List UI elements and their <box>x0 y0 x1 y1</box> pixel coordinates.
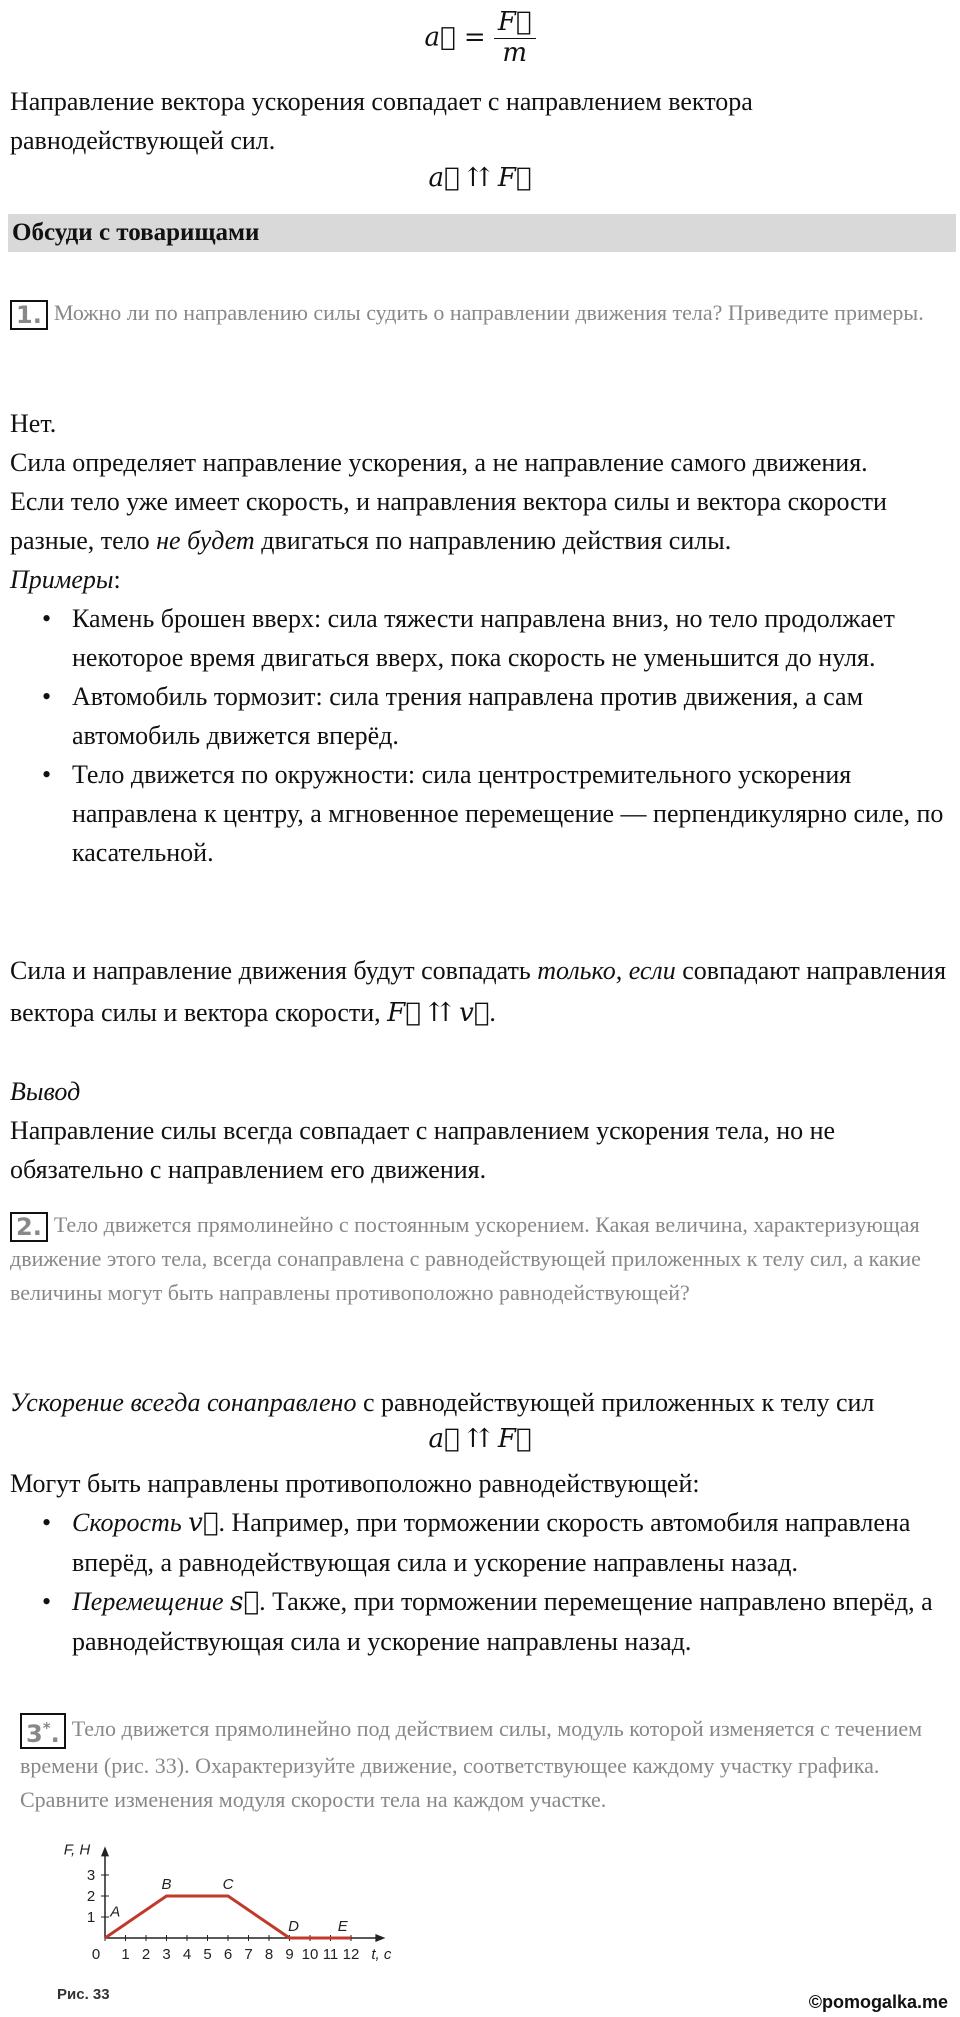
question-star: * <box>42 1718 51 1737</box>
coincide-italic: только, если <box>537 956 676 985</box>
opposite-section <box>10 1464 950 1661</box>
point-label: C <box>222 1876 234 1893</box>
formula-codirected: a⃗ ⇈ F⃗ <box>428 163 532 193</box>
question-dot: . <box>50 1719 60 1748</box>
y-axis-arrow <box>101 1846 109 1856</box>
point-label: B <box>161 1876 172 1893</box>
conclusion-text: Направление силы всегда совпадает с направлением ускорения тела, но не обязательно с направлением его движения. <box>10 1116 836 1184</box>
x-axis-arrow <box>375 1934 385 1942</box>
formula-lhs: a⃗ = <box>424 22 486 53</box>
item-vector: v⃗ <box>188 1508 219 1538</box>
y-tick-label: 1 <box>86 1909 96 1926</box>
question-number-digit: 3 <box>26 1719 43 1748</box>
list-item <box>10 1503 950 1582</box>
x-tick-label: 6 <box>223 1946 233 1963</box>
series-line <box>105 1896 351 1938</box>
y-tick-label: 2 <box>86 1888 96 1905</box>
item-rest: . Например, при торможении скорость автомобиля направлена вперёд, а равнодействующая сила и ускорение направлены назад. <box>72 1508 911 1577</box>
section-title: Обсуди с товарищами <box>8 214 956 252</box>
list-item <box>10 1582 950 1661</box>
opposite-list <box>10 1503 950 1661</box>
x-tick-label: 2 <box>141 1946 151 1963</box>
x-tick-label: 7 <box>244 1946 253 1963</box>
fraction <box>494 8 536 69</box>
coincide-paragraph <box>10 950 950 1034</box>
x-tick-label: 11 <box>322 1946 339 1963</box>
list-item: • Автомобиль тормозит: сила трения направлена против движения, а сам автомобиль движется вперёд. <box>10 677 950 755</box>
y-axis-label: F, Н <box>63 1841 91 1859</box>
answer-line2-a: Если тело уже имеет скорость, и направления вектора силы и вектора скорости разные, тело <box>10 487 887 555</box>
fraction-denominator: m <box>502 37 528 68</box>
coincide-a: Сила и направление движения будут совпадать <box>10 956 538 985</box>
point-label: D <box>288 1918 300 1935</box>
x-tick-label: 8 <box>264 1946 274 1963</box>
answer-1 <box>10 404 950 872</box>
examples-label: Примеры <box>10 565 114 594</box>
point-label: E <box>337 1918 348 1935</box>
x-tick-label: 4 <box>182 1946 192 1963</box>
question-text: Тело движется прямолинейно с постоянным ускорением. Какая величина, характеризующая движение этого тела, всегда сонаправлена с равнодействующей приложенных к телу сил, а какие величины могут быть направлены противоположно равнодействующей? <box>10 1212 921 1305</box>
formula-acceleration <box>0 8 960 69</box>
answer-2-rest: с равнодействующей приложенных к телу сил <box>356 1388 875 1417</box>
x-tick-label: 3 <box>162 1946 171 1963</box>
conclusion <box>10 1072 950 1189</box>
watermark: ©pomogalka.me <box>808 1992 948 2012</box>
figure-caption: Рис. 33 <box>57 1986 110 2003</box>
question-number: 2. <box>10 1212 48 1242</box>
x-tick-label: 10 <box>301 1946 319 1963</box>
coincide-formula: F⃗ ⇈ v⃗ <box>387 998 490 1028</box>
examples-heading <box>10 560 950 599</box>
question-number: 1. <box>10 300 48 330</box>
question-text: Можно ли по направлению силы судить о направлении движения тела? Приведите примеры. <box>53 300 924 325</box>
x-tick-label: 12 <box>342 1946 360 1963</box>
x-tick-label: 1 <box>121 1946 130 1963</box>
list-item: • Тело движется по окружности: сила центростремительного ускорения направлена к центру, а мгновенное перемещение — перпендикулярно силе, по касательной. <box>10 755 950 872</box>
question-text: Тело движется прямолинейно под действием силы, модуль которой изменяется с течением времени (рис. 33). Охарактеризуйте движение, соответствующее каждому участку графика. Сравните изменения модуля скорости тела на каждом участке. <box>20 1716 923 1812</box>
x-axis-label: t, с <box>371 1946 392 1963</box>
opposite-label: Могут быть направлены противоположно равнодействующей: <box>10 1469 700 1498</box>
item-vector: s⃗ <box>230 1587 260 1617</box>
point-label: A <box>110 1903 121 1921</box>
paragraph-direction: Направление вектора ускорения совпадает с направлением вектора равнодействующей сил. <box>10 87 753 155</box>
formula-codirected-2: a⃗ ⇈ F⃗ <box>428 1424 532 1454</box>
x-tick-label: 0 <box>91 1946 101 1963</box>
examples-colon: : <box>113 565 121 594</box>
list-item: • Камень брошен вверх: сила тяжести направлена вниз, но тело продолжает некоторое время двигаться вверх, пока скорость не уменьшится до нуля. <box>10 599 950 677</box>
question-1 <box>10 296 950 330</box>
force-time-chart <box>45 1820 425 1985</box>
coincide-b: совпадают направления вектора силы и вектора скорости, <box>10 956 947 1027</box>
x-tick-label: 9 <box>285 1946 294 1963</box>
answer-line2 <box>10 482 950 560</box>
item-italic: Перемещение <box>72 1587 231 1616</box>
question-3 <box>20 1712 950 1817</box>
y-tick-label: 3 <box>86 1867 96 1884</box>
answer-2 <box>10 1383 950 1422</box>
answer-no: Нет. <box>10 409 57 438</box>
item-rest: . Также, при торможении перемещение направлено вперёд, а равнодействующая сила и ускорение направлены назад. <box>72 1587 933 1656</box>
examples-list <box>10 599 950 872</box>
answer-line2-italic: не будет <box>156 526 255 555</box>
question-number <box>20 1713 66 1749</box>
x-tick-label: 5 <box>203 1946 212 1963</box>
coincide-end: . <box>489 998 496 1027</box>
answer-line1: Сила определяет направление ускорения, а не направление самого движения. <box>10 448 868 477</box>
conclusion-label: Вывод <box>10 1077 81 1106</box>
item-italic: Скорость <box>72 1508 189 1537</box>
question-2 <box>10 1208 950 1310</box>
answer-2-italic: Ускорение всегда сонаправлено <box>10 1388 357 1417</box>
fraction-numerator: F⃗ <box>494 8 536 39</box>
answer-line2-b: двигаться по направлению действия силы. <box>254 526 732 555</box>
